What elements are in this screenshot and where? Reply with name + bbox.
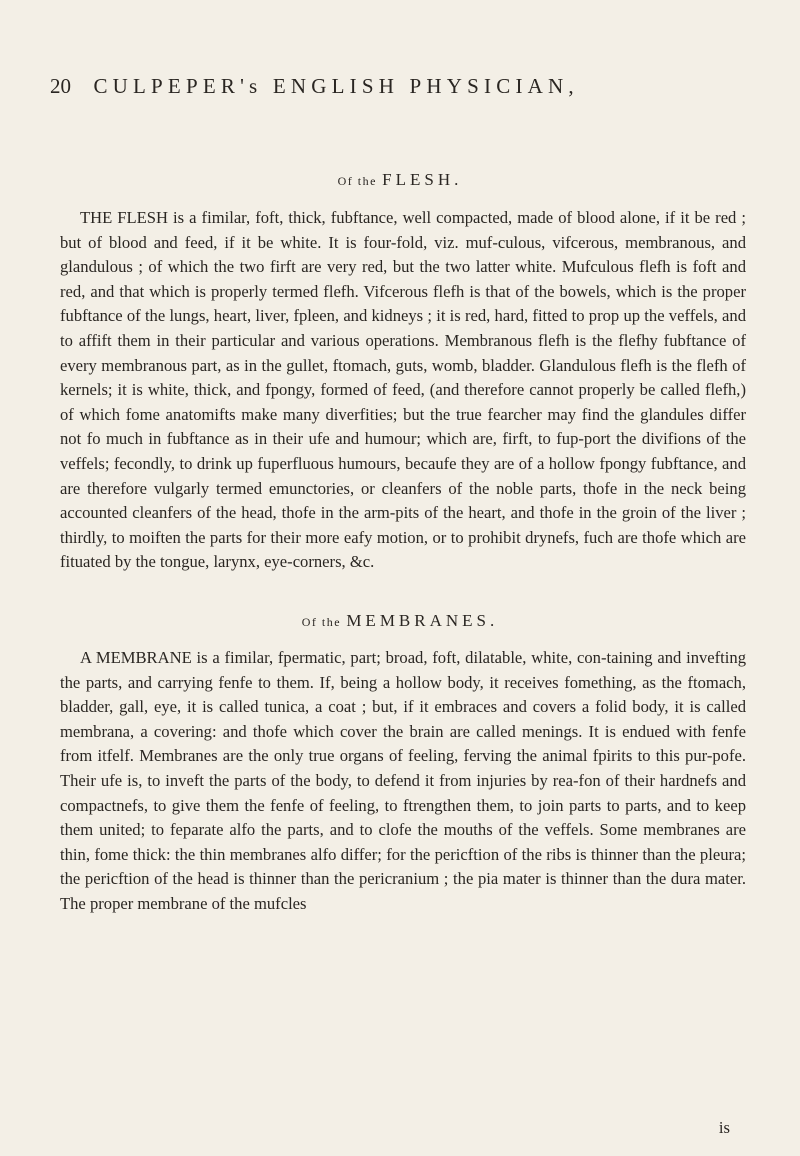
section-heading-membranes <box>0 611 800 631</box>
heading-prefix: Of the <box>337 174 377 188</box>
page-number: 20 <box>50 74 71 98</box>
heading-main: FLESH. <box>382 170 463 189</box>
paragraph-flesh: THE FLESH is a fimilar, foft, thick, fubftance, well compacted, made of blood alone, if it be red ; but of blood and feed, if it be white. It is four-fold, viz. muf-culous, vifcerous, membranous, and glandulous ; of which the two firft are very red, but the two latter white. Mufculous flefh is foft and red, and that which is properly termed flefh. Vifcerous flefh is that of the bowels, which is the proper fubftance of the lungs, heart, liver, fpleen, and kidneys ; it is red, hard, fitted to prop up the veffels, and to affift them in their particular and various operations. Membranous flefh is the flefhy fubftance of every membranous part, as in the gullet, ftomach, guts, womb, bladder. Glandulous flefh is the flefh of kernels; it is white, thick, and fpongy, formed of feed, (and therefore cannot properly be called flefh,) of which fome anatomifts make many diverfities; but the true fearcher may find the glandules differ not fo much in fubftance as in their ufe and humour; which are, firft, to fup-port the divifions of the veffels; fecondly, to drink up fuperfluous humours, becaufe they are of a hollow fpongy fubftance, and are therefore vulgarly termed emunctories, or cleanfers of the noble parts, thofe in the neck being accounted cleanfers of the head, thofe in the arm-pits of the heart, and thofe in the groin of the liver ; thirdly, to moiften the parts for their more eafy motion, or to prohibit drynefs, fuch are thofe which are fituated by the tongue, larynx, eye-corners, &c. <box>60 208 746 572</box>
section-heading-flesh <box>0 170 800 190</box>
heading-main: MEMBRANES. <box>346 611 499 630</box>
catchword: is <box>718 1118 730 1137</box>
running-head <box>50 74 750 99</box>
book-title: CULPEPER's ENGLISH PHYSICIAN, <box>93 74 579 98</box>
paragraph-membranes: A MEMBRANE is a fimilar, fpermatic, part; broad, foft, dilatable, white, con-taining and invefting the parts, and carrying fenfe to them. If, being a hollow body, it receives fomething, as the ftomach, bladder, gall, eye, it is called tunica, a coat ; but, if it embraces and covers a folid body, it is called membrana, a covering: and thofe which cover the brain are called menings. It is endued with fenfe from itfelf. Membranes are the only true organs of feeling, ferving the animal fpirits to this pur-pofe. Their ufe is, to inveft the parts of the body, to defend it from injuries by rea-fon of their hardnefs and compactnefs, to give them the fenfe of feeling, to ftrengthen them, to join parts to parts, and to keep them united; to feparate alfo the parts, and to clofe the mouths of the veffels. Some membranes are thin, fome thick: the thin membranes alfo differ; for the pericftion of the ribs is thinner than the pleura; the pericftion of the head is thinner than the pericranium ; the pia mater is thinner than the dura mater. The proper membrane of the mufcles <box>60 648 746 913</box>
heading-prefix: Of the <box>301 615 342 629</box>
